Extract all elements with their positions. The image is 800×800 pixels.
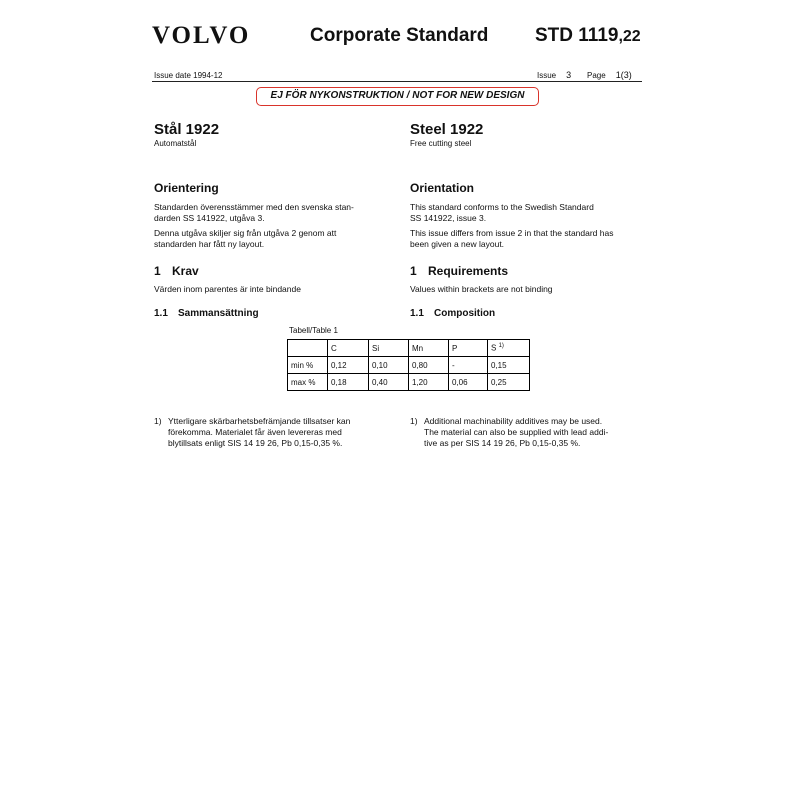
orientation-heading-sv: Orientering	[154, 181, 219, 195]
footnote-sv	[154, 416, 350, 449]
orientation-sv-line: Standarden överensstämmer med den svenska stan-	[154, 202, 354, 212]
table-header-cell: Mn	[409, 340, 449, 357]
table-header-cell: P	[449, 340, 488, 357]
orientation-heading-en: Orientation	[410, 181, 475, 195]
footnote-line: Ytterligare skärbarhetsbefrämjande tillsatser kan	[168, 416, 351, 426]
table-cell: min %	[288, 357, 328, 374]
page-value: 1(3)	[615, 70, 632, 80]
orientation-text-sv	[154, 202, 354, 250]
standard-number-suffix: ,22	[618, 28, 641, 45]
footnote-line: förekomma. Materialet får även levereras med	[168, 427, 342, 437]
requirements-text-en: Values within brackets are not binding	[410, 284, 553, 294]
subtitle-english: Free cutting steel	[410, 139, 472, 148]
composition-heading-en	[410, 308, 495, 319]
title-swedish: Stål 1922	[154, 121, 220, 138]
footnote-number: 1)	[410, 416, 418, 426]
volvo-logo: VOLVO	[152, 22, 251, 49]
table-cell: 0,15	[488, 357, 530, 374]
standard-number-main: STD 1119	[535, 25, 619, 46]
issue-value: 3	[566, 70, 572, 80]
page-label: Page	[587, 71, 606, 80]
footnote-body	[424, 416, 608, 449]
table-cell: 0,25	[488, 374, 530, 391]
table-cell: 0,06	[449, 374, 488, 391]
table-header-cell: Si	[369, 340, 409, 357]
table-header-cell-sulfur	[488, 340, 530, 357]
standard-number	[535, 25, 641, 47]
table-caption: Tabell/Table 1	[289, 326, 338, 335]
table-cell: 0,10	[369, 357, 409, 374]
table-cell: -	[449, 357, 488, 374]
section-number: 1.1	[410, 308, 424, 319]
section-title: Krav	[172, 264, 199, 278]
table-cell: 0,80	[409, 357, 449, 374]
issue-info	[537, 70, 571, 80]
table-row	[288, 357, 530, 374]
footnote-number: 1)	[154, 416, 162, 426]
header-divider	[152, 81, 642, 82]
not-for-new-design-banner: EJ FÖR NYKONSTRUKTION / NOT FOR NEW DESIGN	[256, 87, 539, 106]
doc-type-title: Corporate Standard	[310, 25, 489, 46]
table-cell: max %	[288, 374, 328, 391]
orientation-sv-line: darden SS 141922, utgåva 3.	[154, 213, 265, 223]
title-english: Steel 1922	[410, 121, 484, 138]
section-title: Composition	[434, 308, 496, 319]
footnote-marker: 1)	[498, 343, 504, 350]
orientation-sv-line: Denna utgåva skiljer sig från utgåva 2 genom att	[154, 228, 337, 238]
section-title: Sammansättning	[178, 308, 259, 319]
requirements-heading-sv	[154, 264, 199, 278]
orientation-en-line: This issue differs from issue 2 in that the standard has	[410, 228, 614, 238]
table-header-row	[288, 340, 530, 357]
requirements-heading-en	[410, 264, 508, 278]
table-header-label: S	[491, 343, 497, 353]
orientation-en-line: This standard conforms to the Swedish Standard	[410, 202, 594, 212]
table-cell: 0,40	[369, 374, 409, 391]
section-title: Requirements	[428, 264, 509, 278]
orientation-en-line: SS 141922, issue 3.	[410, 213, 487, 223]
orientation-text-en	[410, 202, 613, 250]
section-number: 1	[154, 264, 161, 278]
subtitle-swedish: Automatstål	[154, 139, 197, 148]
table-cell: 1,20	[409, 374, 449, 391]
composition-heading-sv	[154, 308, 259, 319]
table-cell: 0,18	[328, 374, 369, 391]
issue-date: Issue date 1994-12	[154, 71, 223, 80]
table-cell: 0,12	[328, 357, 369, 374]
issue-label: Issue	[537, 71, 557, 80]
orientation-en-line: been given a new layout.	[410, 239, 505, 249]
orientation-sv-line: standarden har fått ny layout.	[154, 239, 265, 249]
section-number: 1.1	[154, 308, 168, 319]
table-header-cell: C	[328, 340, 369, 357]
page-info	[587, 70, 632, 80]
footnote-line: tive as per SIS 14 19 26, Pb 0,15-0,35 %.	[424, 438, 581, 448]
footnote-line: Additional machinability additives may be used.	[424, 416, 603, 426]
table-row	[288, 374, 530, 391]
footnote-en	[410, 416, 608, 449]
composition-table	[287, 339, 530, 391]
footnote-line: blytillsats enligt SIS 14 19 26, Pb 0,15-0,35 %.	[168, 438, 343, 448]
footnote-body	[168, 416, 350, 449]
table-header-cell	[288, 340, 328, 357]
requirements-text-sv: Värden inom parentes är inte bindande	[154, 284, 301, 294]
footnote-line: The material can also be supplied with lead addi-	[424, 427, 609, 437]
section-number: 1	[410, 264, 417, 278]
